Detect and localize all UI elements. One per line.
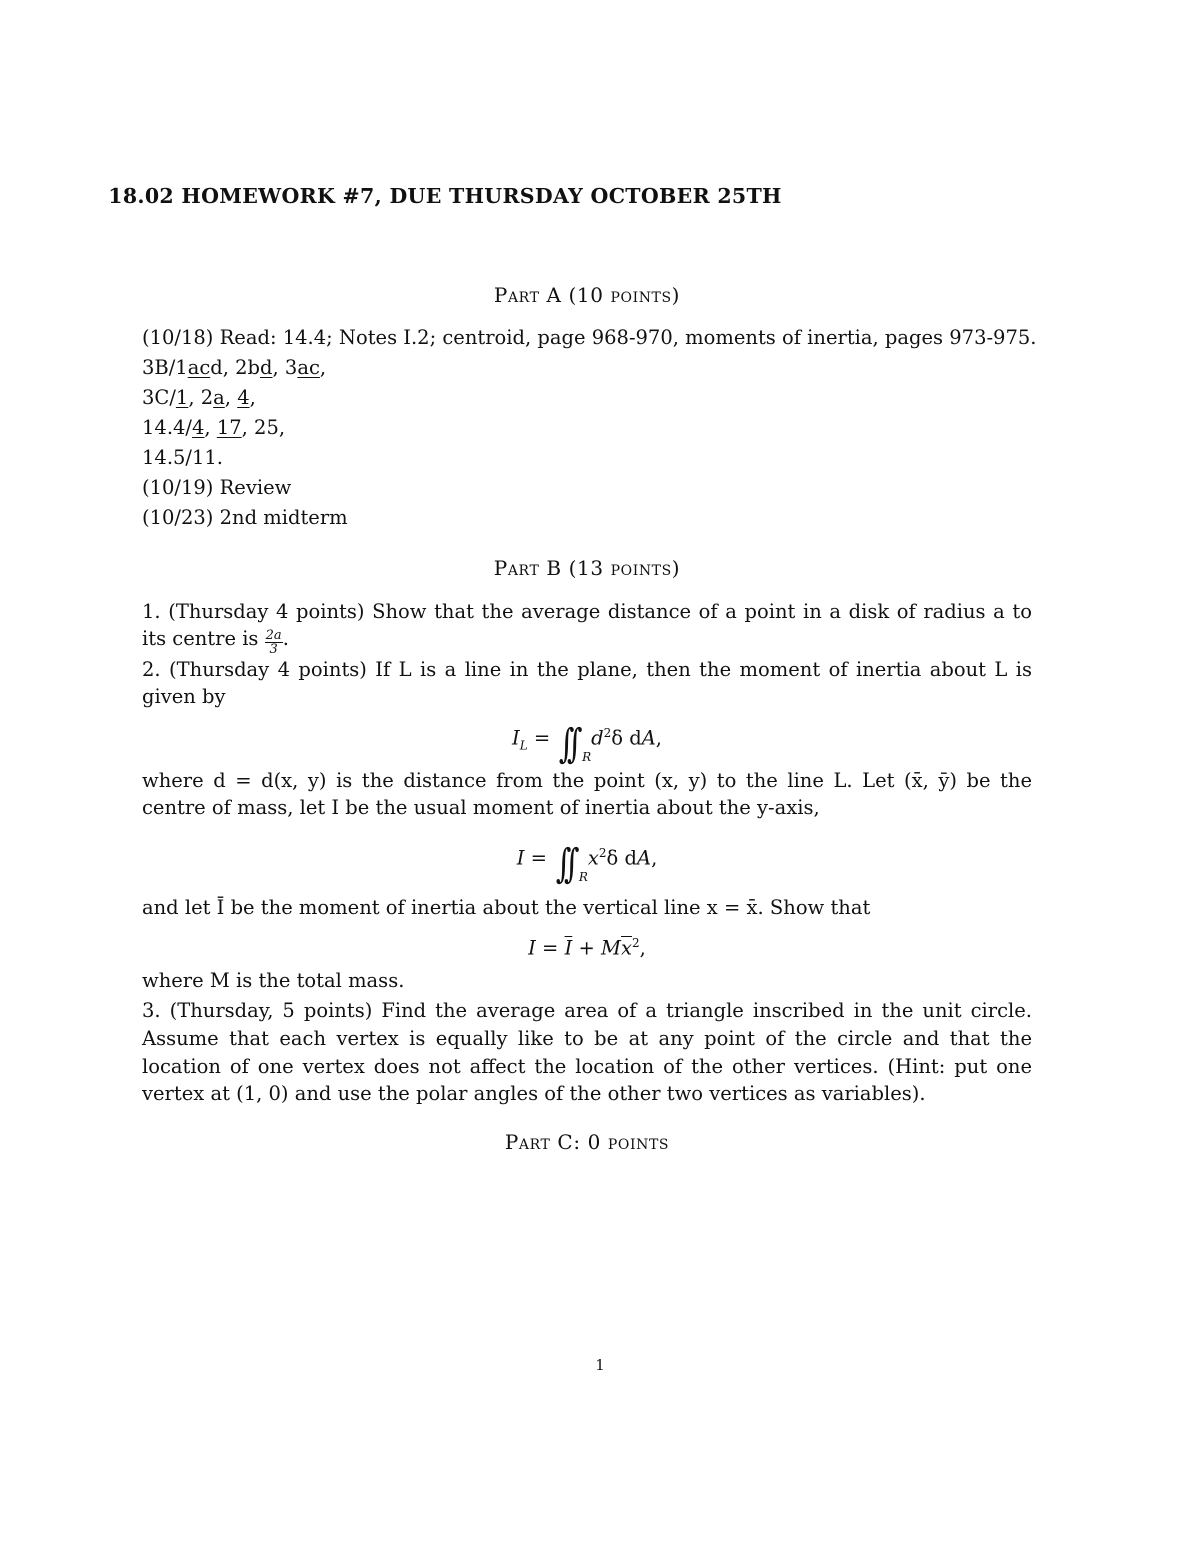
problem-2-line-1: 2. (Thursday 4 points) If L is a line in the plane, then the moment of inertia about L is (142, 658, 1032, 681)
equation-parallel-axis: $I = \overline{I} + M\overline{x}^2$, (528, 936, 646, 960)
page-title: 18.02 HOMEWORK #7, DUE THURSDAY OCTOBER 25TH (108, 184, 782, 208)
problem-text: d, 2b (210, 356, 261, 379)
problem-underlined: 1 (175, 386, 189, 409)
reading-assignment: (10/18) Read: 14.4; Notes I.2; centroid, page 968-970, moments of inertia, pages 973-975. (142, 326, 1037, 349)
problem-text: 14.4/ (142, 416, 192, 439)
problem-1-line-2: its centre is $\frac{2a}{3}$ . (142, 627, 289, 657)
problem-1-line-1: 1. (Thursday 4 points) Show that the average distance of a point in a disk of radius a to (142, 600, 1032, 623)
problem-underlined: 4 (237, 386, 250, 409)
problems-14-4 (142, 413, 1032, 443)
problem-text: 3B/1 (142, 356, 188, 379)
problem-underlined: 17 (216, 416, 242, 439)
equation-moment-about-line: $I_L$ = ∫∫ $_Rd^2\delta$ dA, (512, 720, 662, 767)
problem-text: , (204, 416, 217, 439)
problem-underlined: a (213, 386, 225, 409)
problem-text: , 25, (241, 416, 286, 439)
page-number: 1 (595, 1356, 605, 1374)
problems-3b (142, 353, 1032, 383)
part-a-heading: Part A (10 points) (493, 283, 681, 307)
part-b-heading: Part B (13 points) (493, 556, 681, 580)
problem-3-line-4: vertex at (1, 0) and use the polar angles of the other two vertices as variables). (142, 1082, 926, 1105)
problem-underlined: 4 (192, 416, 205, 439)
problem-2-line-4: centre of mass, let I be the usual moment of inertia about the y-axis, (142, 796, 820, 819)
problem-text: , (224, 386, 238, 409)
problem-text: , (319, 356, 327, 379)
problem-2-line-6: where M is the total mass. (142, 969, 405, 992)
midterm-line: (10/23) 2nd midterm (142, 506, 348, 529)
problems-3c (142, 383, 1032, 413)
problem-underlined: d (260, 356, 273, 379)
fraction (265, 629, 283, 656)
problem-underlined: ac (297, 356, 320, 379)
problems-14-5: 14.5/11. (142, 446, 223, 469)
problem-2-line-2: given by (142, 685, 226, 708)
problem-3-line-1: 3. (Thursday, 5 points) Find the average area of a triangle inscribed in the unit circle. (142, 999, 1032, 1022)
problem-2-line-5: and let Ī be the moment of inertia about the vertical line x = x̄. Show that (142, 896, 871, 919)
equation-moment-y-axis: I = ∫∫ $_Rx^2\delta$ dA, (516, 840, 658, 887)
problem-text: , 3 (272, 356, 298, 379)
fraction-denominator: 3 (269, 642, 278, 657)
problem-underlined: ac (187, 356, 211, 379)
problem-3-line-2: Assume that each vertex is equally like to be at any point of the circle and that the (142, 1027, 1032, 1050)
problem-text: 3C/ (142, 386, 176, 409)
review-line: (10/19) Review (142, 476, 292, 499)
part-c-heading: Part C: 0 points (504, 1130, 670, 1154)
problem-1-text: its centre is (142, 627, 259, 650)
problem-text: , 2 (188, 386, 214, 409)
problem-2-line-3: where d = d(x, y) is the distance from the point (x, y) to the line L. Let (x̄, ȳ) be the (142, 769, 1032, 792)
fraction-numerator: 2a (265, 628, 282, 643)
problem-text: , (249, 386, 256, 409)
problem-3-line-3: location of one vertex does not affect the location of the other vertices. (Hint: put one (142, 1055, 1032, 1078)
